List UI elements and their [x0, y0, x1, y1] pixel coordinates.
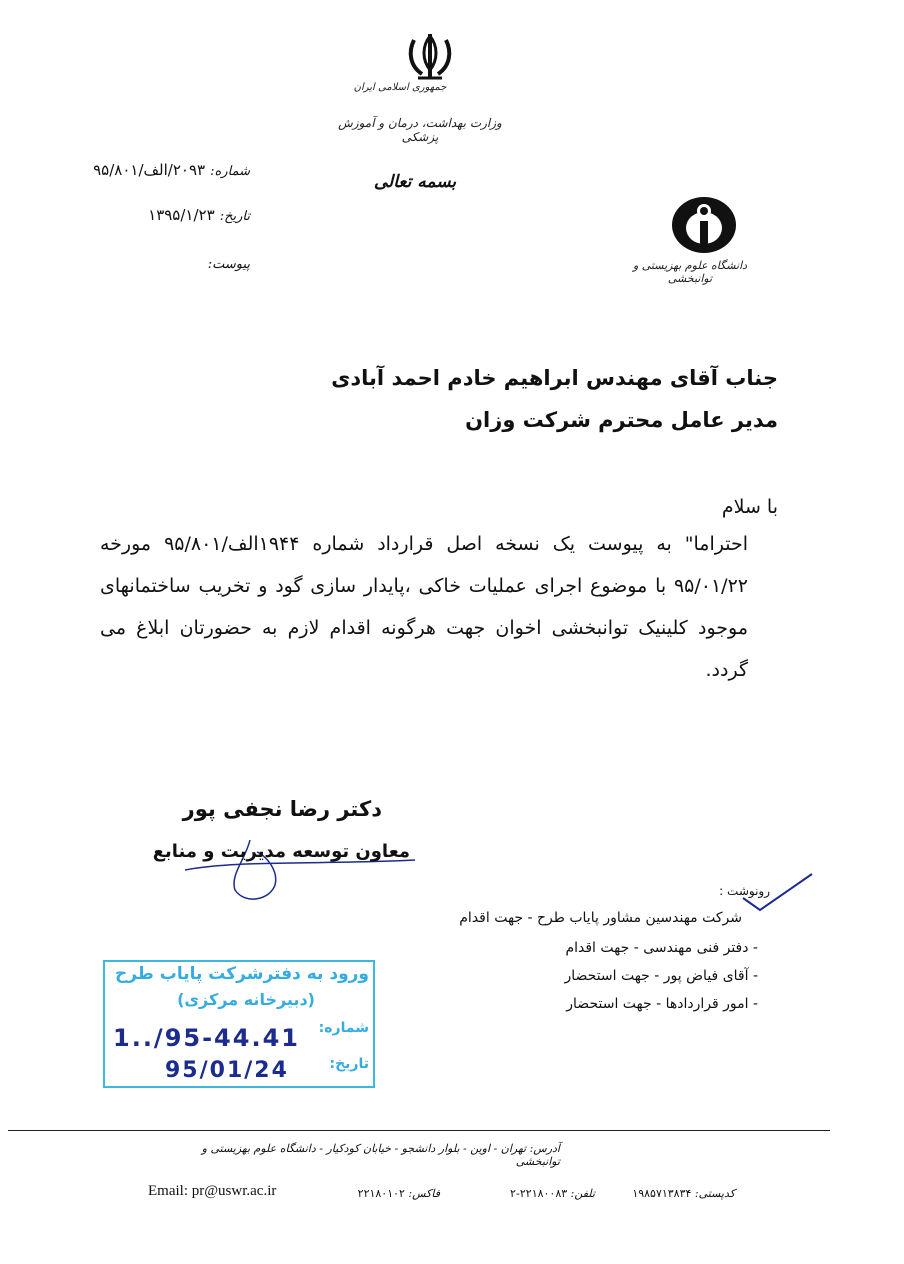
footer-phone-label: تلفن:	[570, 1187, 595, 1200]
signatory-title: معاون توسعه مدیریت و منابع	[152, 841, 410, 862]
letter-attachment	[80, 253, 250, 272]
letter-date-value: ۱۳۹۵/۱/۲۳	[148, 206, 215, 224]
stamp-title: ورود به دفترشرکت پایاب طرح	[114, 964, 369, 984]
letter-body: احتراما" به پیوست یک نسخه اصل قرارداد شماره ۱۹۴۴الف/۹۵/۸۰۱ مورخه ۹۵/۰۱/۲۲ با موضوع اجرای عملیات خاکی ،پایدار سازی گود و تخریب ساختمانهای موجود کلینیک توانبخشی اخوان جهت هرگونه اقدام لازم به حضورتان ابلاغ می گردد.	[100, 533, 749, 681]
footer-email: Email: pr@uswr.ac.ir	[148, 1183, 277, 1199]
footer-fax	[320, 1187, 440, 1200]
ministry-title: وزارت بهداشت، درمان و آموزش پزشکی	[338, 116, 502, 144]
receipt-stamp	[103, 960, 375, 1088]
stamp-date-value: 95/01/24	[165, 1058, 289, 1083]
stamp-subtitle: (دبیرخانه مرکزی)	[177, 990, 315, 1009]
footer-postal-value: ۱۹۸۵۷۱۳۸۳۴	[632, 1187, 692, 1200]
footer-postal-label: کدپستی:	[694, 1187, 735, 1200]
cc-item: - امور قراردادها - جهت استحضار	[566, 996, 758, 1012]
footer-fax-value: ۲۲۱۸۰۱۰۲	[357, 1187, 405, 1200]
letter-date	[80, 205, 250, 224]
footer-phone-value: ۲۲۱۸۰۰۸۳-۲	[509, 1187, 568, 1200]
cc-item: شرکت مهندسین مشاور پایاب طرح - جهت اقدام	[459, 910, 742, 926]
letter-number-value: ۲۰۹۳/الف/۹۵/۸۰۱	[93, 161, 206, 179]
addressee-name: جناب آقای مهندس ابراهیم خادم احمد آبادی	[331, 366, 778, 390]
iran-emblem-icon	[400, 30, 460, 90]
university-logo-icon	[670, 195, 738, 255]
footer-divider	[8, 1130, 830, 1131]
basmala: بسمه تعالی	[373, 172, 457, 192]
cc-title: رونوشت :	[719, 884, 770, 898]
letter-number-label: شماره:	[210, 164, 250, 179]
signatory-name: دکتر رضا نجفی پور	[182, 797, 382, 821]
stamp-number-label: شماره:	[318, 1020, 369, 1036]
stamp-number-value: 1../95-44.41	[113, 1024, 300, 1052]
stamp-date-label: تاریخ:	[329, 1056, 369, 1072]
letter-date-label: تاریخ:	[219, 209, 250, 224]
cc-item: - آقای فیاض پور - جهت استحضار	[564, 968, 758, 984]
footer-address: آدرس: تهران - اوین - بلوار دانشجو - خیابان کودکیار - دانشگاه علوم بهزیستی و توانبخشی	[201, 1142, 560, 1168]
footer-phone	[455, 1187, 595, 1200]
letter-attachment-label: پیوست:	[207, 257, 250, 272]
republic-title: جمهوری اسلامی ایران	[353, 82, 447, 93]
university-name: دانشگاه علوم بهزیستی و توانبخشی	[632, 259, 748, 285]
cc-item: - دفتر فنی مهندسی - جهت اقدام	[565, 940, 758, 956]
addressee-title: مدیر عامل محترم شرکت وزان	[465, 408, 778, 432]
salutation: با سلام	[721, 496, 778, 518]
letter-number	[80, 160, 250, 179]
footer-fax-label: فاکس:	[408, 1187, 440, 1200]
footer-postal-code	[600, 1187, 735, 1200]
